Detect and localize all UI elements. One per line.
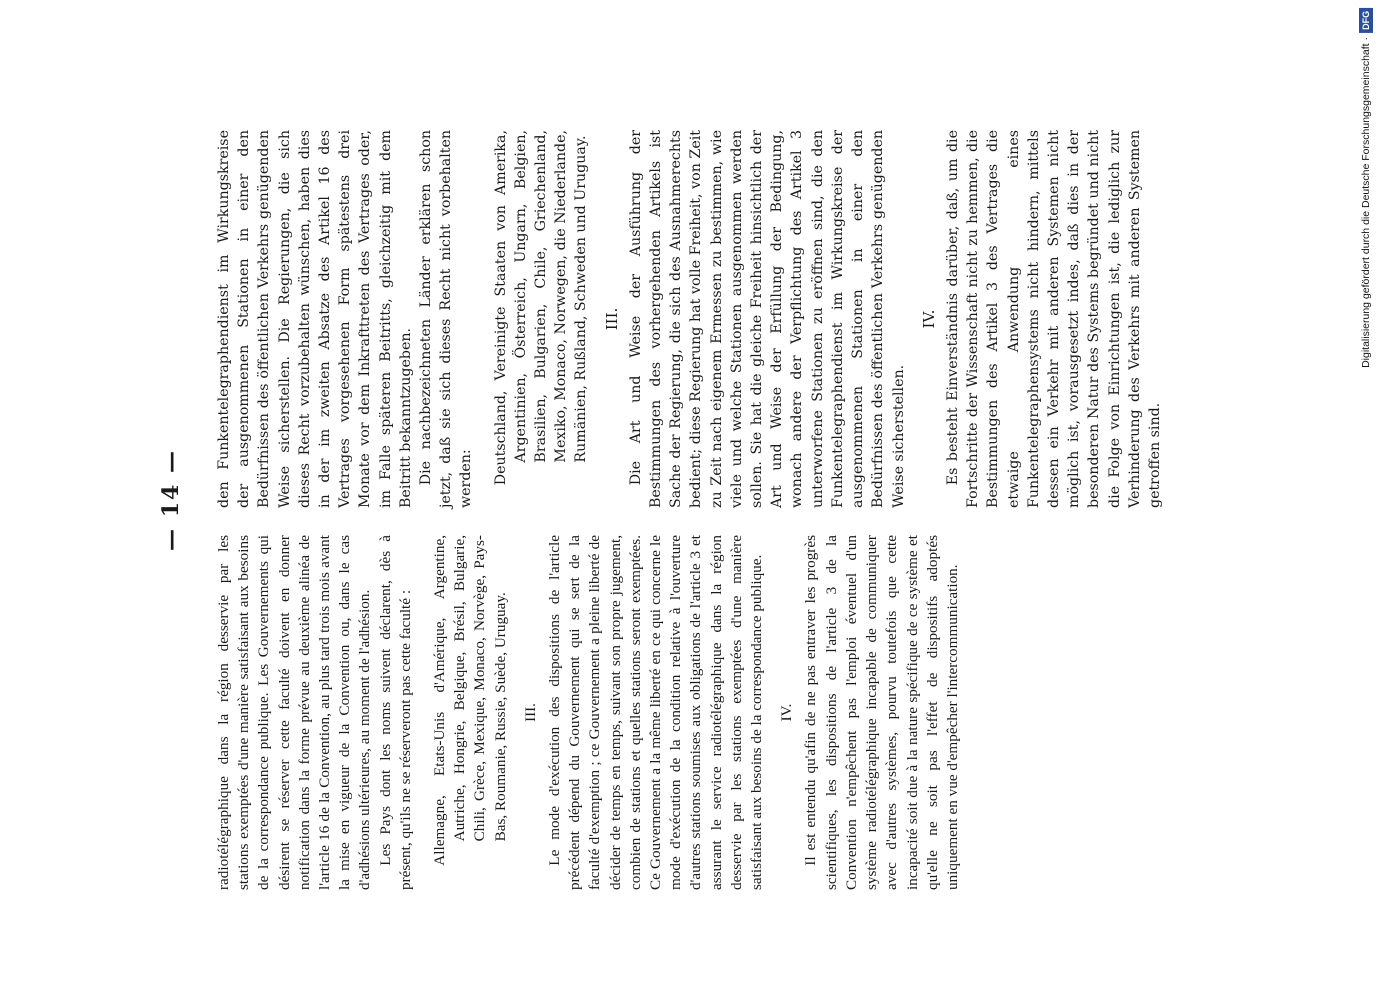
digitization-credit [1359, 8, 1373, 368]
french-paragraph-iv: Il est entendu qu'afin de ne pas entraver les progrès scientifiques, les dispositions de l'article 3 de la Convention n'empêchent pas l'emploi éventuel d'un système radiotélégraphique incapable de communiquer avec d'autres systèmes, pourvu toutefois que cette incapacité soit due à la nature spécifique de ce système et qu'elle ne soit pas l'effet de dispositifs adoptés uniquement en vue d'empêcher l'intercommunication. [802, 535, 961, 890]
spacer [477, 130, 491, 508]
german-heading-iv: IV. [919, 309, 938, 329]
page-number: — 14 — [158, 449, 184, 551]
french-paragraph-iii: Le mode d'exécution des dispositions de l'article précédent dépend du Gouvernement qui se sert de la faculté d'exemption ; ce Gouvernement a pleine liberté de décider de temps en temps, suivant son propre jugement, combien de stations et quelles stations seront exemptées. Ce Gouvernement a la même liberté en ce qui concerne le mode d'exécution de la condition relative à l'ouverture d'autres stations soumises aux obligations de l'article 3 et assurant le service radiotélégraphique dans la région desservie par les stations exemptées d'une manière satisfaisant aux besoins de la correspondance publique. [546, 535, 766, 890]
credit-text: Digitalisierung gefördert durch die Deutsche Forschungsgemeinschaft · [1360, 37, 1372, 368]
german-paragraph-2: Die nachbezeichneten Länder erklären schon jetzt, daß sie sich dieses Recht nicht vorbehalten werden: [418, 130, 475, 508]
dfg-logo-icon: DFG [1359, 8, 1373, 33]
german-country-list: Deutschland, Vereinigte Staaten von Amerika, Argentinien, Österreich, Ungarn, Belgien, Brasilien, Bulgarien, Chile, Griechenland, Mexiko, Monaco, Norwegen, die Niederlande, Rumänien, Rußland, Schweden und Uruguay. [492, 130, 590, 486]
french-paragraph-1: radiotélégraphique dans la région desservie par les stations exemptées d'une manière satisfaisant aux besoins de la correspondance publique. Les Gouvernements qui désirent se réserver cette faculté doivent en donner notification dans la forme prévue au deuxième alinéa de l'article 16 de la Convention, au plus tard trois mois avant la mise en vigueur de la Convention ou, dans le cas d'adhésions ultérieures, au moment de l'adhésion. [215, 535, 374, 890]
french-heading-iii: III. [522, 703, 539, 722]
spacer [416, 535, 430, 890]
german-paragraph-iii: Die Art und Weise der Ausführung der Bestimmungen des vorhergehenden Artikels ist Sache der Regierung, die sich des Ausnahmerechts bedient; diese Regierung hat volle Freiheit, von Zeit zu Zeit nach eigenem Ermessen zu bestimmen, wie viele und welche Stationen ausgenommen werden sollen. Sie hat die gleiche Freiheit hinsichtlich der Art und Weise der Erfüllung der Bedingung, wonach andere der Verpflichtung des Artikel 3 unterworfene Stationen zu eröffnen sind, die den Funkentelegraphendienst im Wirkungskreise der ausgenommenen Stationen in einer den Bedürfnissen des öffentlichen Verkehrs genügenden Weise sicherstellen. [627, 130, 907, 508]
german-column [214, 130, 1165, 508]
french-country-list: Allemagne, Etats-Unis d'Amérique, Argentine, Autriche, Hongrie, Belgique, Brésil, Bulgarie, Chili, Grèce, Mexique, Monaco, Norvège, Pays-Bas, Roumanie, Russie, Suède, Uruguay. [431, 535, 509, 866]
french-column [214, 535, 963, 890]
french-heading-iv: IV. [779, 703, 796, 722]
german-paragraph-iv: Es besteht Einverständnis darüber, daß, um die Fortschritte der Wissenschaft nicht zu hemmen, die Bestimmungen des Artikel 3 des Vertrages die etwaige Anwendung eines Funkentelegraphensystems nicht hindern, mittels dessen ein Verkehr mit anderen Systemen nicht möglich ist, vorausgesetzt indes, daß dies in der besonderen Natur des Systems begründet und nicht die Folge von Einrichtungen ist, die lediglich zur Verhinderung des Verkehrs mit anderen Systemen getroffen sind. [944, 130, 1163, 508]
french-paragraph-2: Les Pays dont les noms suivent déclarent, dès à présent, qu'ils ne se réserveront pas cette faculté : [376, 535, 414, 890]
german-heading-iii: III. [602, 307, 621, 331]
german-paragraph-1: den Funkentelegraphendienst im Wirkungskreise der ausgenommenen Stationen in einer den Bedürfnissen des öffentlichen Verkehrs genügenden Weise sicherstellen. Die Regierungen, die sich dieses Recht vorzubehalten wünschen, haben dies in der im zweiten Absatze des Artikel 16 des Vertrages vorgesehenen Form spätestens drei Monate vor dem Inkrafttreten des Vertrages oder, im Falle späteren Beitritts, gleichzeitig mit dem Beitritt bekanntzugeben. [216, 130, 414, 508]
